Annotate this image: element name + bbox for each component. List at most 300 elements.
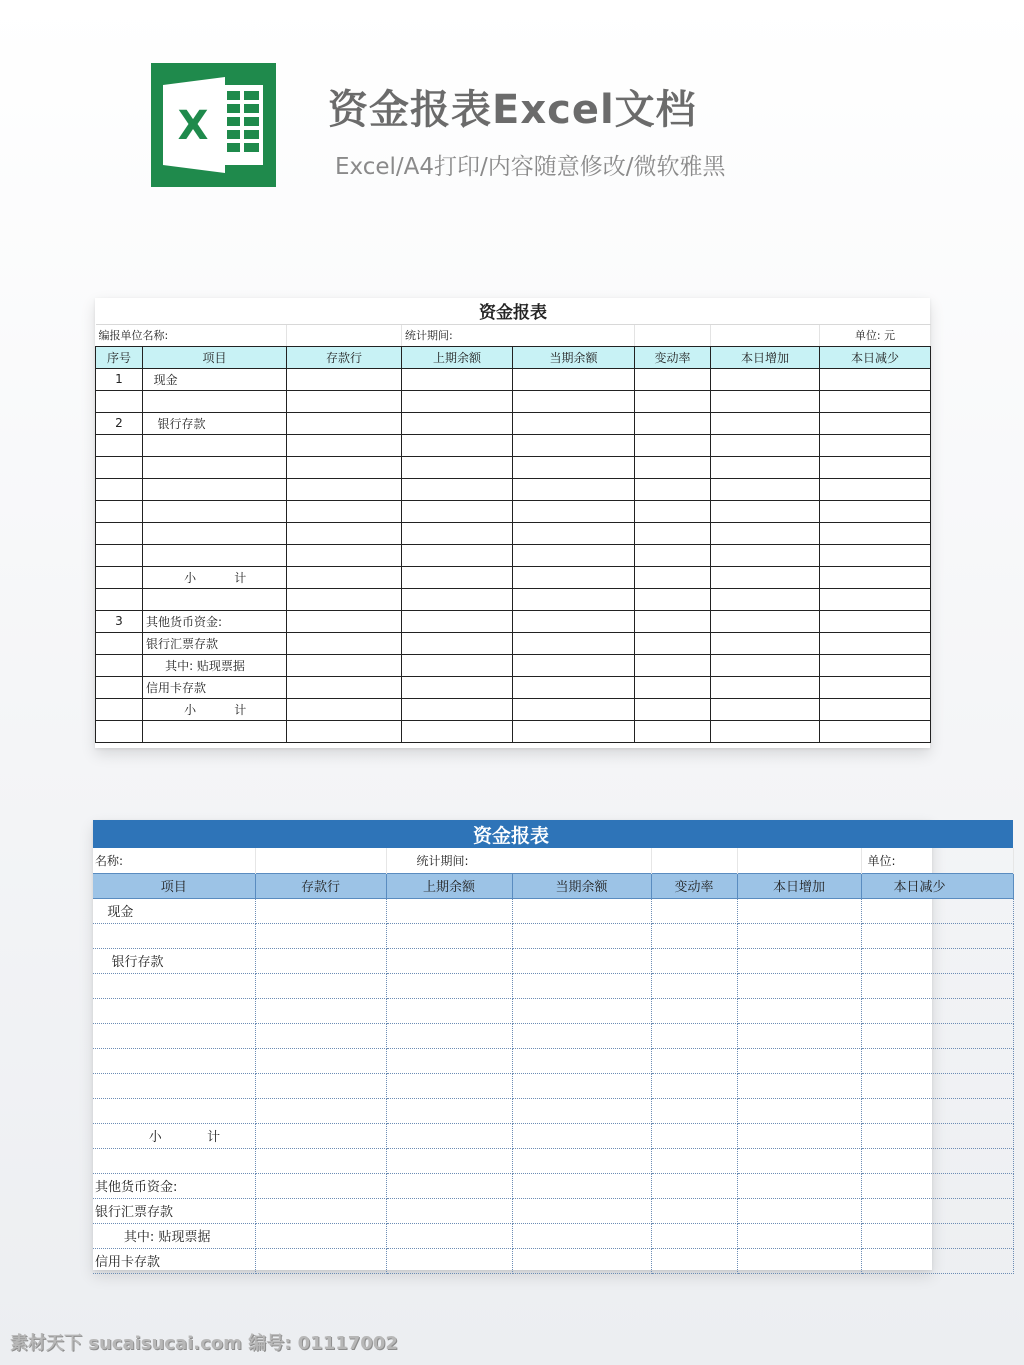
cell	[635, 324, 711, 346]
col-header: 存款行	[255, 873, 386, 898]
cell	[651, 1048, 737, 1073]
table-row	[96, 456, 931, 478]
cell	[861, 1173, 1013, 1198]
cell	[861, 1023, 1013, 1048]
cell	[861, 1098, 1013, 1123]
cell	[820, 368, 931, 390]
col-header: 序号	[96, 346, 143, 368]
col-header: 上期余额	[402, 346, 513, 368]
cell	[635, 676, 711, 698]
cell	[651, 1223, 737, 1248]
col-header: 存款行	[287, 346, 402, 368]
cell	[711, 324, 820, 346]
col-header: 当期余额	[512, 873, 651, 898]
cell	[737, 923, 861, 948]
row-number-cell	[96, 478, 143, 500]
row-number-cell	[96, 566, 143, 588]
cell	[711, 588, 820, 610]
col-header: 项目	[93, 873, 255, 898]
row-number-cell	[96, 544, 143, 566]
item-cell: 现金	[93, 898, 255, 923]
cell	[513, 698, 635, 720]
cell	[287, 544, 402, 566]
cell	[711, 456, 820, 478]
table-row	[96, 500, 931, 522]
table-row	[96, 720, 931, 742]
item-cell	[93, 973, 255, 998]
cell	[512, 1098, 651, 1123]
cell	[711, 698, 820, 720]
cell	[512, 1198, 651, 1223]
cell	[386, 1148, 512, 1173]
cell	[861, 1148, 1013, 1173]
cell	[386, 998, 512, 1023]
table-row	[93, 1073, 1013, 1098]
item-cell	[93, 1073, 255, 1098]
cell	[513, 588, 635, 610]
cell	[512, 1073, 651, 1098]
cell	[635, 588, 711, 610]
cell	[820, 698, 931, 720]
cell	[820, 412, 931, 434]
cell	[651, 1123, 737, 1148]
item-cell	[93, 1023, 255, 1048]
cell	[386, 1098, 512, 1123]
cell	[635, 720, 711, 742]
cell	[737, 1048, 861, 1073]
cell	[402, 566, 513, 588]
item-cell: 其中: 贴现票据	[143, 654, 287, 676]
cell	[711, 434, 820, 456]
cell	[820, 434, 931, 456]
cell	[820, 654, 931, 676]
cell	[287, 632, 402, 654]
cell	[386, 1248, 512, 1273]
cell	[513, 720, 635, 742]
col-header: 当期余额	[513, 346, 635, 368]
cell	[513, 566, 635, 588]
cell	[651, 848, 737, 873]
cell	[386, 1173, 512, 1198]
cell	[287, 500, 402, 522]
cell	[651, 1173, 737, 1198]
cell	[635, 500, 711, 522]
table-row	[96, 412, 931, 434]
header-row	[93, 873, 1013, 898]
cell	[651, 1198, 737, 1223]
cell	[711, 522, 820, 544]
cell	[287, 654, 402, 676]
item-cell: 信用卡存款	[93, 1248, 255, 1273]
item-cell: 其他货币资金:	[143, 610, 287, 632]
cell	[513, 500, 635, 522]
cell	[651, 998, 737, 1023]
cell	[711, 544, 820, 566]
cell	[512, 998, 651, 1023]
cell	[287, 390, 402, 412]
table-row	[96, 478, 931, 500]
cell	[651, 1248, 737, 1273]
cell	[861, 1123, 1013, 1148]
cell	[861, 1248, 1013, 1273]
cell	[287, 478, 402, 500]
item-cell: 现金	[143, 368, 287, 390]
cell	[402, 544, 513, 566]
col-header: 本日减少	[861, 873, 1013, 898]
cell	[512, 1223, 651, 1248]
cell	[711, 412, 820, 434]
cell	[635, 544, 711, 566]
table-row	[93, 1148, 1013, 1173]
cell	[711, 632, 820, 654]
cell	[255, 1198, 386, 1223]
cell	[635, 566, 711, 588]
cell	[737, 1198, 861, 1223]
cell	[737, 898, 861, 923]
cell	[386, 1198, 512, 1223]
cell	[402, 676, 513, 698]
col-header: 变动率	[651, 873, 737, 898]
cell	[635, 632, 711, 654]
cell	[402, 720, 513, 742]
item-cell: 银行存款	[93, 948, 255, 973]
cell	[287, 698, 402, 720]
sheet-title-text: 资金报表	[473, 824, 550, 847]
cell	[651, 948, 737, 973]
table-row	[96, 368, 931, 390]
table-row	[96, 632, 931, 654]
cell	[861, 998, 1013, 1023]
svg-text:X: X	[177, 103, 209, 149]
table-row	[96, 676, 931, 698]
cell	[635, 654, 711, 676]
header-row	[96, 346, 931, 368]
cell	[861, 973, 1013, 998]
cell	[635, 390, 711, 412]
item-cell	[143, 434, 287, 456]
cell	[287, 412, 402, 434]
row-number-cell	[96, 456, 143, 478]
table-row	[93, 1048, 1013, 1073]
cell	[737, 1223, 861, 1248]
cell	[711, 654, 820, 676]
cell	[255, 1023, 386, 1048]
table-row	[96, 610, 931, 632]
cell	[512, 1048, 651, 1073]
table-row	[96, 698, 931, 720]
cell	[513, 434, 635, 456]
cell	[255, 848, 386, 873]
cell	[635, 368, 711, 390]
cell	[402, 412, 513, 434]
item-cell: 小 计	[143, 698, 287, 720]
table-row	[93, 998, 1013, 1023]
cell	[386, 1073, 512, 1098]
cell	[737, 948, 861, 973]
cell	[255, 1073, 386, 1098]
item-cell: 小 计	[93, 1123, 255, 1148]
table-row	[96, 522, 931, 544]
cell	[513, 456, 635, 478]
unit-label	[861, 848, 1013, 873]
row-number-cell	[96, 434, 143, 456]
table-row	[96, 434, 931, 456]
col-header: 变动率	[635, 346, 711, 368]
cell	[820, 610, 931, 632]
item-cell	[93, 1048, 255, 1073]
item-cell: 其他货币资金:	[93, 1173, 255, 1198]
cell	[820, 500, 931, 522]
watermark-text: 素材天下 sucaisucai.com 编号: 01117002	[10, 1333, 398, 1354]
cell	[820, 566, 931, 588]
cell	[635, 522, 711, 544]
cell	[255, 1148, 386, 1173]
cell	[287, 566, 402, 588]
cell	[386, 973, 512, 998]
cell	[402, 588, 513, 610]
cell	[402, 522, 513, 544]
cell	[513, 544, 635, 566]
item-cell	[93, 923, 255, 948]
excel-logo-icon	[151, 63, 276, 187]
cell	[402, 368, 513, 390]
page-subtitle: Excel/A4打印/内容随意修改/微软雅黑	[335, 154, 726, 180]
table-row	[93, 1198, 1013, 1223]
item-cell	[93, 1098, 255, 1123]
item-cell	[143, 588, 287, 610]
cell	[255, 1098, 386, 1123]
cell	[513, 632, 635, 654]
cell	[512, 973, 651, 998]
cell	[711, 610, 820, 632]
cell	[287, 456, 402, 478]
item-cell	[143, 478, 287, 500]
cell	[820, 676, 931, 698]
cell	[287, 368, 402, 390]
cell	[711, 566, 820, 588]
cell	[386, 923, 512, 948]
cell	[512, 1023, 651, 1048]
cell	[711, 676, 820, 698]
item-cell: 银行汇票存款	[143, 632, 287, 654]
fund-report-table-classic	[95, 298, 931, 743]
col-header: 项目	[143, 346, 287, 368]
item-cell	[143, 456, 287, 478]
item-cell: 小 计	[143, 566, 287, 588]
page-title: 资金报表Excel文档	[328, 87, 697, 133]
unit-label-text: 单位:	[867, 853, 896, 868]
cell	[513, 368, 635, 390]
fund-report-table-blue	[93, 820, 1014, 1274]
cell	[651, 898, 737, 923]
item-cell	[143, 500, 287, 522]
cell	[820, 632, 931, 654]
table-row	[96, 544, 931, 566]
cell	[651, 1148, 737, 1173]
cell	[386, 1048, 512, 1073]
row-number-cell	[96, 654, 143, 676]
item-cell	[143, 522, 287, 544]
cell	[711, 390, 820, 412]
col-header: 本日增加	[711, 346, 820, 368]
cell	[402, 654, 513, 676]
cell	[820, 544, 931, 566]
cell	[737, 1073, 861, 1098]
cell	[737, 848, 861, 873]
cell	[402, 698, 513, 720]
cell	[711, 720, 820, 742]
cell	[820, 588, 931, 610]
cell	[861, 1048, 1013, 1073]
cell	[402, 390, 513, 412]
cell	[820, 390, 931, 412]
table-row	[93, 1248, 1013, 1273]
cell	[287, 434, 402, 456]
cell	[861, 1198, 1013, 1223]
cell	[635, 456, 711, 478]
table-row	[96, 566, 931, 588]
cell	[861, 1223, 1013, 1248]
cell	[635, 698, 711, 720]
cell	[512, 948, 651, 973]
cell	[635, 478, 711, 500]
table-row	[96, 654, 931, 676]
item-cell	[143, 390, 287, 412]
col-header: 本日增加	[737, 873, 861, 898]
cell	[737, 1098, 861, 1123]
item-cell: 银行汇票存款	[93, 1198, 255, 1223]
cell	[737, 1173, 861, 1198]
cell	[386, 1123, 512, 1148]
cell	[861, 948, 1013, 973]
cell	[512, 923, 651, 948]
cell	[513, 676, 635, 698]
sheet-title	[93, 820, 1013, 848]
row-number-cell: 3	[96, 610, 143, 632]
row-number-cell	[96, 390, 143, 412]
org-name-label: 名称:	[93, 848, 255, 873]
cell	[513, 478, 635, 500]
table-row	[96, 390, 931, 412]
cell	[513, 522, 635, 544]
cell	[711, 478, 820, 500]
table-row	[93, 1223, 1013, 1248]
row-number-cell	[96, 676, 143, 698]
unit-label: 单位: 元	[820, 324, 931, 346]
row-number-cell	[96, 720, 143, 742]
cell	[402, 434, 513, 456]
cell	[402, 610, 513, 632]
col-header: 本日减少	[820, 346, 931, 368]
cell	[635, 610, 711, 632]
cell	[651, 973, 737, 998]
sheet-preview-classic	[95, 298, 930, 748]
cell	[402, 456, 513, 478]
cell	[287, 324, 402, 346]
cell	[737, 973, 861, 998]
cell	[512, 1123, 651, 1148]
cell	[820, 478, 931, 500]
cell	[386, 948, 512, 973]
item-cell	[143, 544, 287, 566]
cell	[512, 1148, 651, 1173]
cell	[861, 898, 1013, 923]
cell	[386, 898, 512, 923]
table-row	[93, 1123, 1013, 1148]
period-label: 统计期间:	[402, 324, 635, 346]
cell	[651, 1023, 737, 1048]
table-row	[93, 923, 1013, 948]
cell	[651, 1073, 737, 1098]
table-row	[93, 898, 1013, 923]
cell	[513, 390, 635, 412]
item-cell: 银行存款	[143, 412, 287, 434]
cell	[255, 1123, 386, 1148]
row-number-cell	[96, 500, 143, 522]
cell	[513, 654, 635, 676]
cell	[255, 1173, 386, 1198]
cell	[711, 368, 820, 390]
cell	[635, 434, 711, 456]
cell	[255, 998, 386, 1023]
cell	[512, 1173, 651, 1198]
cell	[861, 923, 1013, 948]
cell	[255, 923, 386, 948]
table-row	[93, 948, 1013, 973]
table-row	[96, 588, 931, 610]
sheet-title: 资金报表	[96, 298, 931, 324]
table-row	[93, 1098, 1013, 1123]
cell	[512, 1248, 651, 1273]
cell	[402, 478, 513, 500]
cell	[255, 948, 386, 973]
cell	[255, 1223, 386, 1248]
col-header: 上期余额	[386, 873, 512, 898]
cell	[635, 412, 711, 434]
cell	[737, 1123, 861, 1148]
cell	[255, 973, 386, 998]
period-label: 统计期间:	[386, 848, 651, 873]
row-number-cell: 1	[96, 368, 143, 390]
row-number-cell	[96, 698, 143, 720]
row-number-cell	[96, 522, 143, 544]
cell	[287, 676, 402, 698]
item-cell	[93, 1148, 255, 1173]
cell	[386, 1223, 512, 1248]
cell	[513, 610, 635, 632]
row-number-cell	[96, 588, 143, 610]
cell	[651, 923, 737, 948]
item-cell	[93, 998, 255, 1023]
cell	[737, 998, 861, 1023]
item-cell: 信用卡存款	[143, 676, 287, 698]
cell	[287, 610, 402, 632]
cell	[737, 1023, 861, 1048]
item-cell	[143, 720, 287, 742]
cell	[287, 588, 402, 610]
cell	[820, 456, 931, 478]
cell	[711, 500, 820, 522]
cell	[287, 522, 402, 544]
cell	[861, 1073, 1013, 1098]
cell	[513, 412, 635, 434]
cell	[255, 1048, 386, 1073]
cell	[386, 1023, 512, 1048]
cell	[255, 1248, 386, 1273]
org-name-label: 编报单位名称:	[96, 324, 287, 346]
cell	[512, 898, 651, 923]
table-row	[93, 973, 1013, 998]
